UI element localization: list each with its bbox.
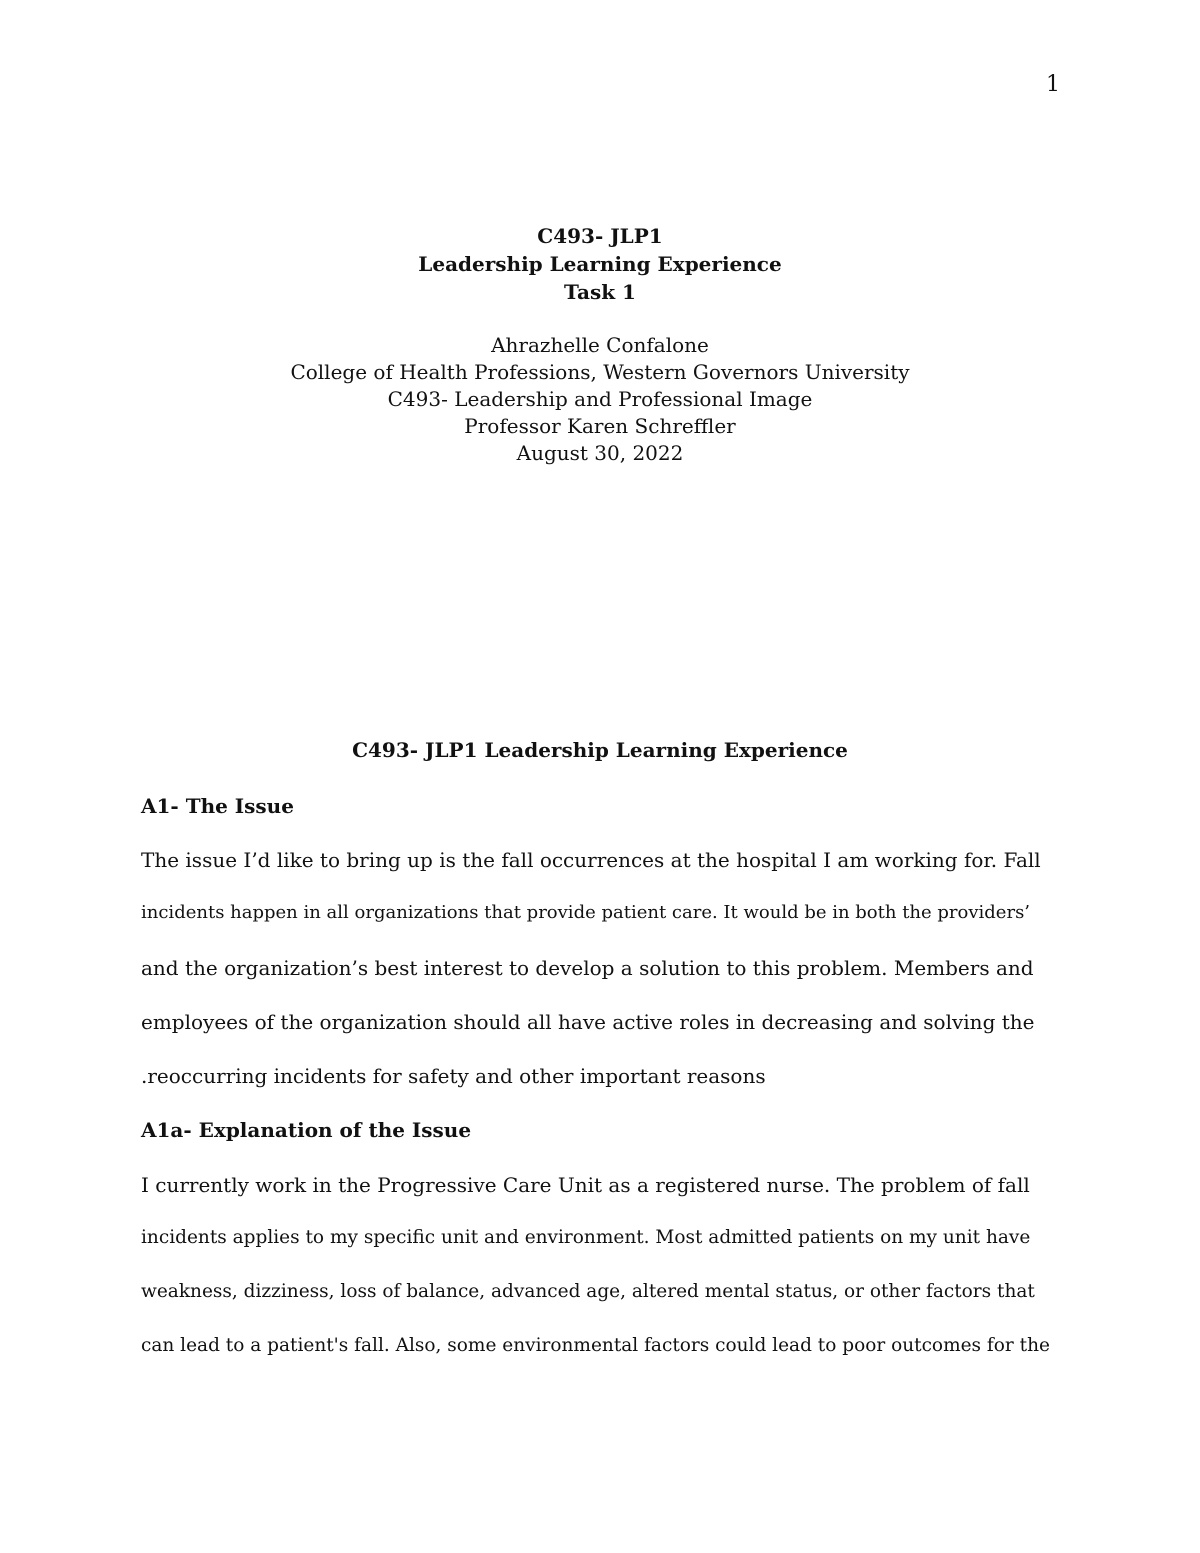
paragraph-line: incidents happen in all organizations that provide patient care. It would be in both the providers’ (141, 902, 1031, 923)
paragraph-line: and the organization’s best interest to develop a solution to this problem. Members and (141, 956, 1034, 980)
paragraph-line: weakness, dizziness, loss of balance, advanced age, altered mental status, or other factors that (141, 1281, 1035, 1302)
title-line: C493- JLP1 (537, 224, 663, 248)
paragraph-line: incidents applies to my specific unit and environment. Most admitted patients on my unit have (141, 1227, 1031, 1248)
professor-name: Professor Karen Schreffler (464, 414, 736, 438)
page-number: 1 (1046, 72, 1060, 97)
author-info-block (0, 332, 1200, 467)
body-heading: C493- JLP1 Leadership Learning Experience (352, 738, 848, 762)
section-heading: A1- The Issue (141, 794, 294, 818)
paragraph-line: The issue I’d like to bring up is the fall occurrences at the hospital I am working for. Fall (141, 848, 1041, 872)
title-block (0, 222, 1200, 306)
course-name: C493- Leadership and Professional Image (387, 387, 813, 411)
institution: College of Health Professions, Western Governors University (290, 360, 910, 384)
author-name: Ahrazhelle Confalone (491, 333, 709, 357)
section-heading: A1a- Explanation of the Issue (141, 1118, 472, 1142)
paragraph-line: employees of the organization should all have active roles in decreasing and solving the (141, 1010, 1035, 1034)
title-line: Leadership Learning Experience (418, 252, 782, 276)
paragraph-line: can lead to a patient's fall. Also, some environmental factors could lead to poor outcomes for the (141, 1335, 1050, 1356)
paragraph-line: I currently work in the Progressive Care Unit as a registered nurse. The problem of fall (141, 1173, 1030, 1197)
date: August 30, 2022 (516, 441, 684, 465)
paragraph-line: .reoccurring incidents for safety and other important reasons (141, 1064, 766, 1088)
title-line: Task 1 (564, 280, 636, 304)
